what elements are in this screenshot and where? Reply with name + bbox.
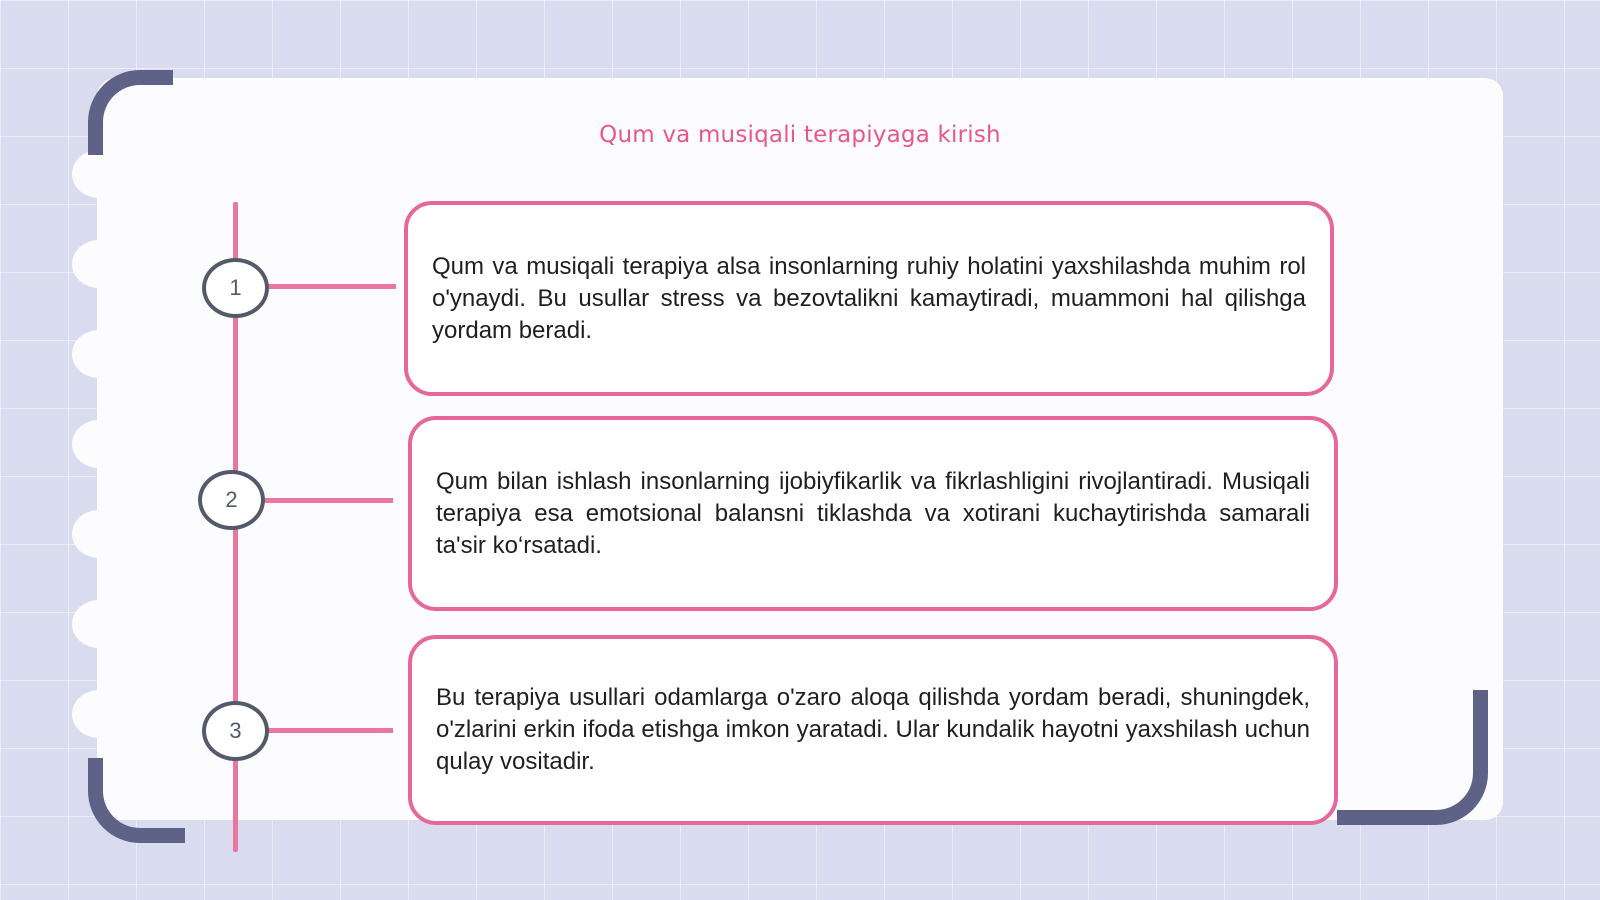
step-number-2: 2 xyxy=(198,470,265,530)
corner-bracket-bottom-left xyxy=(88,758,185,843)
paper-scallop xyxy=(72,420,126,468)
slide-title: Qum va musiqali terapiyaga kirish xyxy=(599,122,1001,148)
paper-scallop xyxy=(72,690,126,738)
step-card-2 xyxy=(408,416,1338,611)
step-card-1 xyxy=(404,201,1334,396)
paper-scallop xyxy=(72,150,126,198)
step-card-text: Bu terapiya usullari odamlarga o'zaro aloqa qilishda yordam beradi, shuningdek, o'zlarini erkin ifoda etishga imkon yaratadi. Ular kundalik hayotni yaxshilash uchun qulay vositadir. xyxy=(436,684,1310,775)
paper-scallop xyxy=(72,510,126,558)
step-card-text: Qum bilan ishlash insonlarning ijobiyfikarlik va fikrlashligini rivojlantiradi. Musiqali terapiya esa emotsional balansni tiklashda va xotirani kuchaytirishda samarali ta'sir ko‘rsatadi. xyxy=(436,467,1310,559)
timeline-connector-3 xyxy=(268,728,393,733)
step-card-3 xyxy=(408,635,1338,825)
timeline-connector-2 xyxy=(264,498,393,503)
paper-scallop xyxy=(72,600,126,648)
paper-scallop xyxy=(72,240,126,288)
timeline-connector-1 xyxy=(268,284,396,289)
corner-bracket-bottom-right xyxy=(1337,690,1488,825)
step-number-3: 3 xyxy=(202,701,269,761)
step-number-1: 1 xyxy=(202,258,269,318)
step-card-text: Qum va musiqali terapiya alsa insonlarning ruhiy holatini yaxshilashda muhim rol o'ynaydi. Bu usullar stress va bezovtalikni kamaytiradi, muammoni hal qilishga yordam beradi. xyxy=(432,252,1306,344)
paper-scallop xyxy=(72,330,126,378)
